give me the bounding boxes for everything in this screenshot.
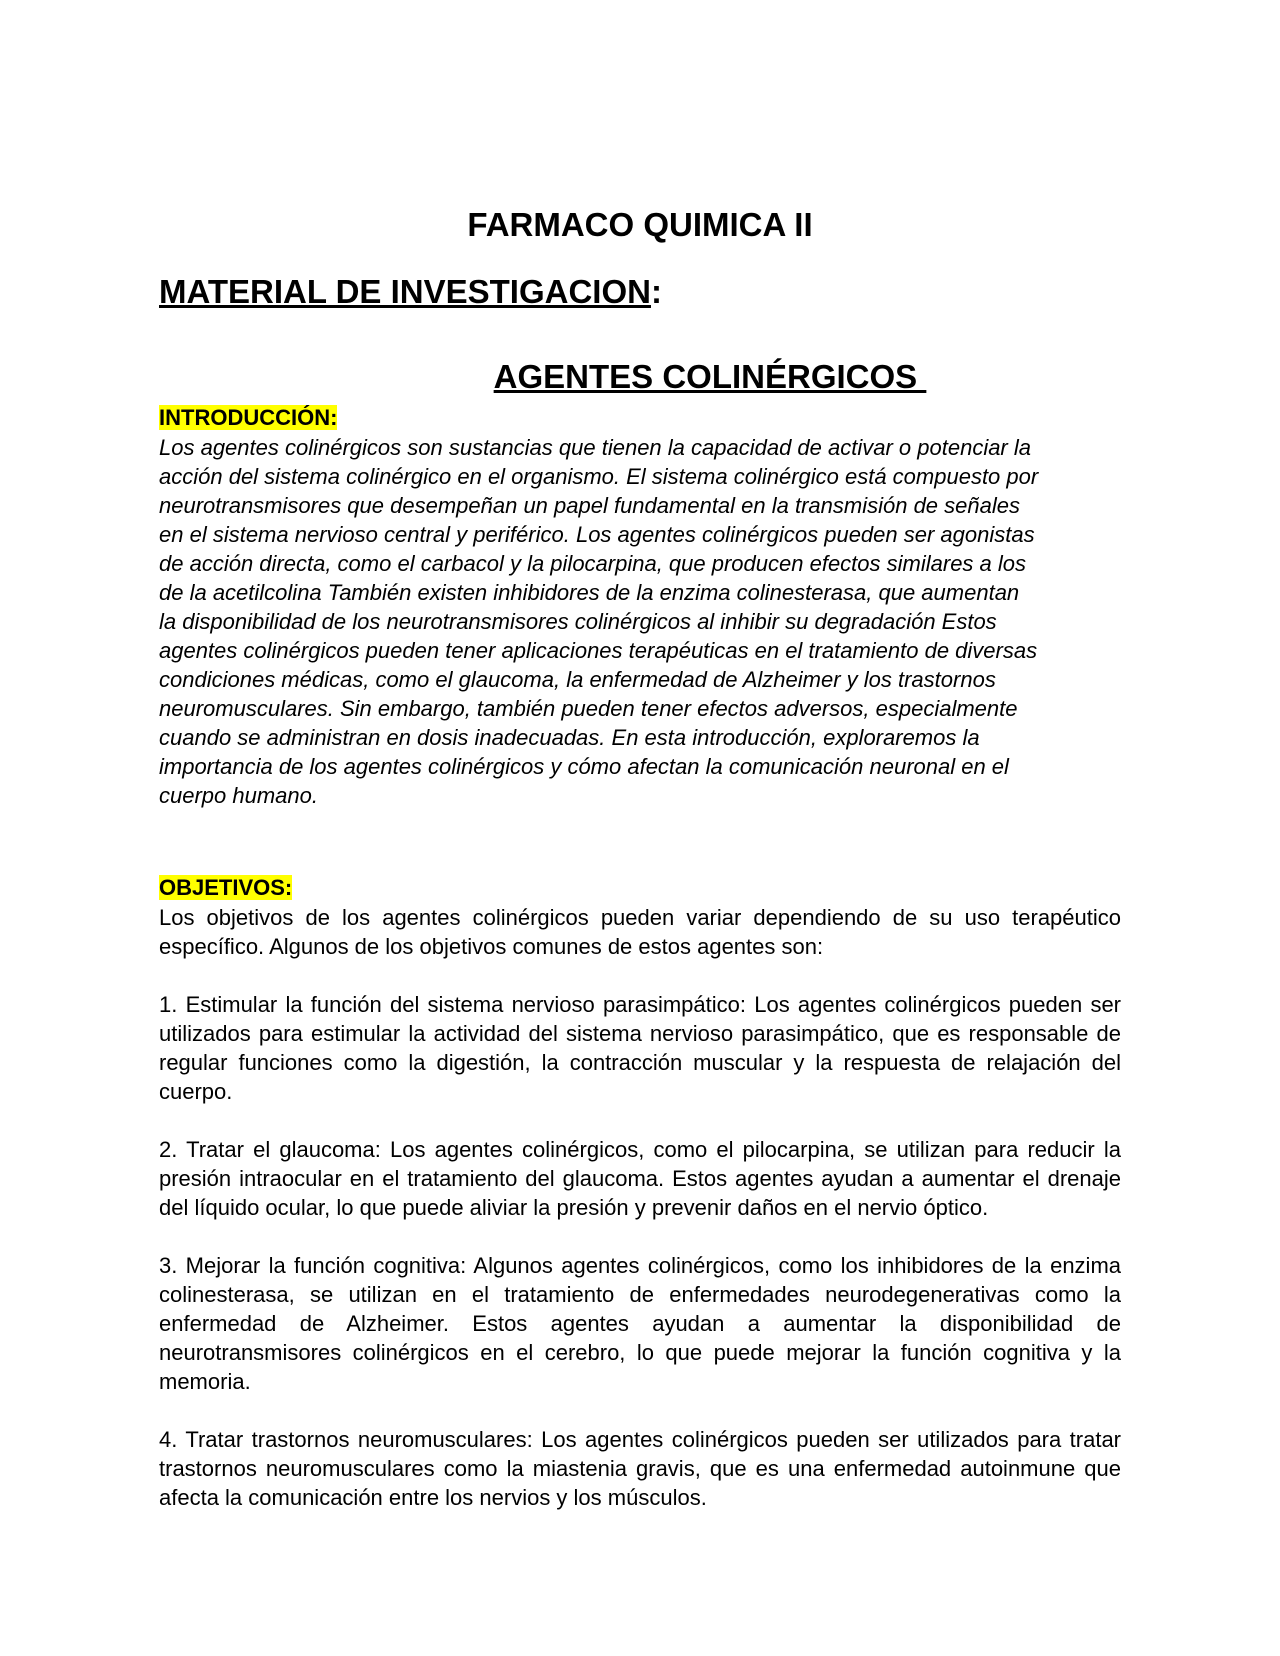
document-subtitle bbox=[159, 272, 662, 312]
subtitle-colon: : bbox=[650, 273, 662, 310]
objectives-body bbox=[159, 903, 1121, 1541]
objectives-label bbox=[159, 873, 292, 902]
objectives-label-text: OBJETIVOS: bbox=[159, 875, 293, 900]
document-title: FARMACO QUIMICA II bbox=[467, 206, 813, 243]
objective-item: 1. Estimular la función del sistema nervioso parasimpático: Los agentes colinérgicos pueden ser utilizados para estimular la actividad del sistema nervioso parasimpático, que es responsable de regular funciones como la digestión, la contracción muscular y la respuesta de relajación del cuerpo. bbox=[159, 992, 1121, 1104]
objective-item: 4. Tratar trastornos neuromusculares: Los agentes colinérgicos pueden ser utilizados para tratar trastornos neuromusculares como la miastenia gravis, que es una enfermedad autoinmune que afecta la comunicación entre los nervios y los músculos. bbox=[159, 1427, 1121, 1510]
topic-heading: AGENTES COLINÉRGICOS bbox=[493, 358, 927, 395]
objectives-intro: Los objetivos de los agentes colinérgicos pueden variar dependiendo de su uso terapéutico específico. Algunos de los objetivos comunes de estos agentes son: bbox=[159, 905, 1121, 959]
subtitle-text: MATERIAL DE INVESTIGACION bbox=[159, 273, 651, 310]
objective-item: 3. Mejorar la función cognitiva: Algunos agentes colinérgicos, como los inhibidores de la enzima colinesterasa, se utilizan en el tratamiento de enfermedades neurodegenerativas como la enfermedad de Alzheimer. Estos agentes ayudan a aumentar la disponibilidad de neurotransmisores colinérgicos en el cerebro, lo que puede mejorar la función cognitiva y la memoria. bbox=[159, 1253, 1121, 1394]
introduction-label-text: INTRODUCCIÓN: bbox=[159, 405, 338, 430]
introduction-text: Los agentes colinérgicos son sustancias que tienen la capacidad de activar o potenciar la acción del sistema colinérgico en el organismo. El sistema colinérgico está compuesto por neurotransmisores que desempeñan un papel fundamental en la transmisión de señales en el sistema nervioso central y periférico. Los agentes colinérgicos pueden ser agonistas de acción directa, como el carbacol y la pilocarpina, que producen efectos similares a los de la acetilcolina También existen inhibidores de la enzima colinesterasa, que aumentan la disponibilidad de los neurotransmisores colinérgicos al inhibir su degradación Estos agentes colinérgicos pueden tener aplicaciones terapéuticas en el tratamiento de diversas condiciones médicas, como el glaucoma, la enfermedad de Alzheimer y los trastornos neuromusculares. Sin embargo, también pueden tener efectos adversos, especialmente cuando se administran en dosis inadecuadas. En esta introducción, exploraremos la importancia de los agentes colinérgicos y cómo afectan la comunicación neuronal en el cuerpo humano. bbox=[159, 435, 1039, 808]
objective-item: 2. Tratar el glaucoma: Los agentes colinérgicos, como el pilocarpina, se utilizan para reducir la presión intraocular en el tratamiento del glaucoma. Estos agentes ayudan a aumentar el drenaje del líquido ocular, lo que puede aliviar la presión y prevenir daños en el nervio óptico. bbox=[159, 1137, 1121, 1220]
introduction-label bbox=[159, 403, 337, 432]
